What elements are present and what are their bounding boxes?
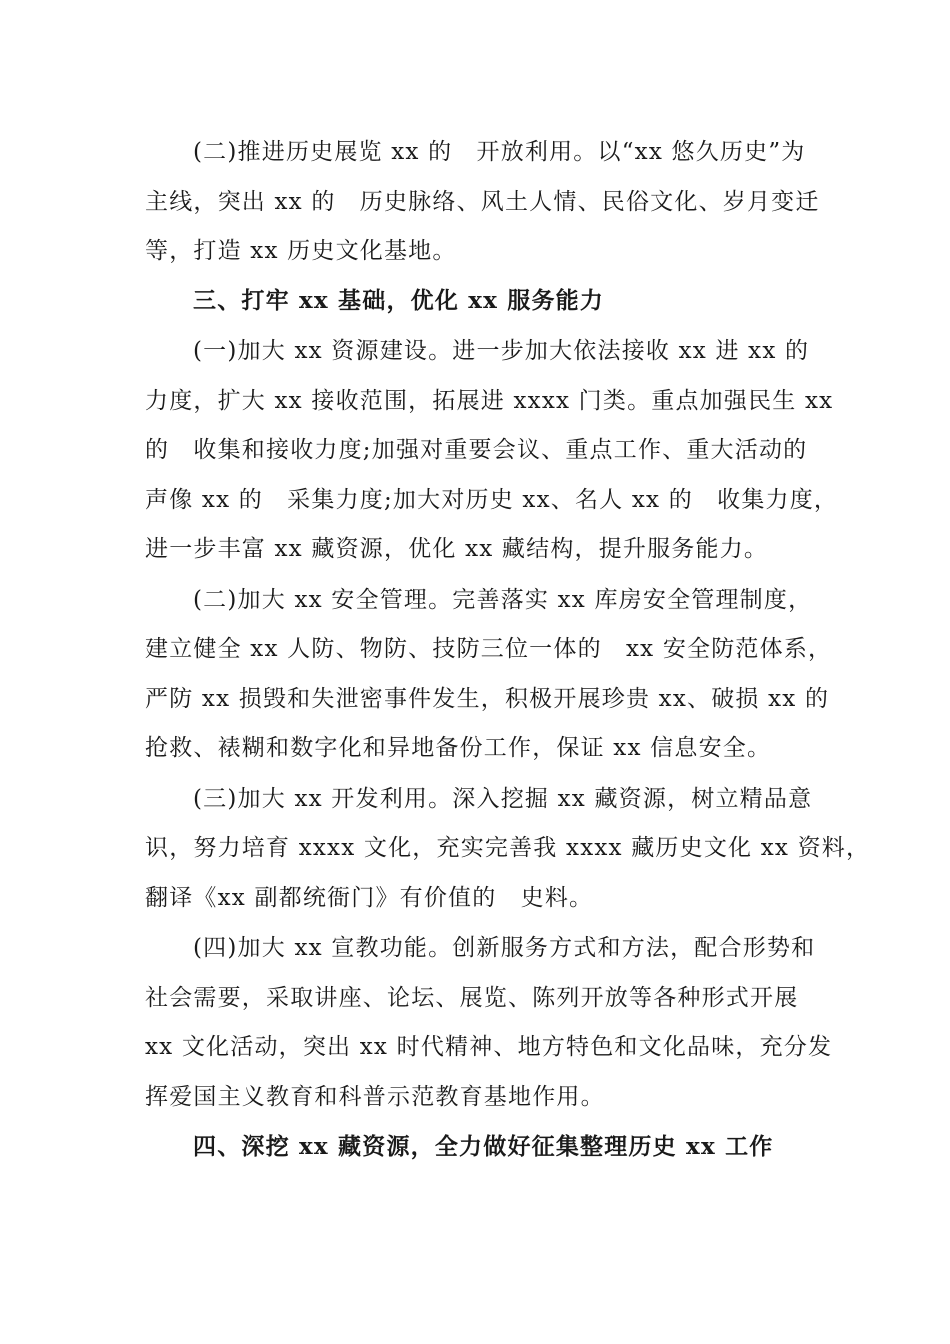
- subsection-2-line-1: (二)加大 xx 安全管理。完善落实 xx 库房安全管理制度，: [193, 587, 813, 613]
- subsection-4-line-3: xx 文化活动，突出 xx 时代精神、地方特色和文化品味，充分发: [145, 1034, 833, 1060]
- paragraph-2-line-3: 等，打造 xx 历史文化基地。: [145, 238, 457, 264]
- subsection-4-line-1: (四)加大 xx 宣教功能。创新服务方式和方法，配合形势和: [193, 935, 816, 961]
- subsection-1-line-4: 声像 xx 的 采集力度;加大对历史 xx、名人 xx 的 收集力度，: [145, 487, 839, 513]
- subsection-1-line-2: 力度，扩大 xx 接收范围，拓展进 xxxx 门类。重点加强民生 xx: [145, 388, 834, 414]
- subsection-2-line-4: 抢救、裱糊和数字化和异地备份工作，保证 xx 信息安全。: [145, 735, 772, 761]
- subsection-1-line-1: (一)加大 xx 资源建设。进一步加大依法接收 xx 进 xx 的: [193, 338, 810, 364]
- subsection-2-line-3: 严防 xx 损毁和失泄密事件发生，积极开展珍贵 xx、破损 xx 的: [145, 686, 830, 712]
- subsection-1-line-3: 的 收集和接收力度;加强对重要会议、重点工作、重大活动的: [145, 437, 808, 463]
- paragraph-2-line-1: (二)推进历史展览 xx 的 开放利用。以“xx 悠久历史”为: [193, 139, 806, 165]
- subsection-4-line-4: 挥爱国主义教育和科普示范教育基地作用。: [145, 1084, 605, 1110]
- section-heading-3: 三、打牢 xx 基础，优化 xx 服务能力: [193, 287, 605, 314]
- subsection-1-line-5: 进一步丰富 xx 藏资源，优化 xx 藏结构，提升服务能力。: [145, 536, 769, 562]
- subsection-4-line-2: 社会需要，采取讲座、论坛、展览、陈列开放等各种形式开展: [145, 985, 799, 1011]
- section-heading-4: 四、深挖 xx 藏资源，全力做好征集整理历史 xx 工作: [193, 1133, 774, 1160]
- paragraph-2-line-2: 主线，突出 xx 的 历史脉络、风土人情、民俗文化、岁月变迁: [145, 189, 820, 215]
- subsection-3-line-3: 翻译《xx 副都统衙门》有价值的 史料。: [145, 885, 594, 911]
- subsection-2-line-2: 建立健全 xx 人防、物防、技防三位一体的 xx 安全防范体系，: [145, 636, 833, 662]
- subsection-3-line-1: (三)加大 xx 开发利用。深入挖掘 xx 藏资源，树立精品意: [193, 786, 813, 812]
- subsection-3-line-2: 识，努力培育 xxxx 文化，充实完善我 xxxx 藏历史文化 xx 资料，: [145, 835, 871, 861]
